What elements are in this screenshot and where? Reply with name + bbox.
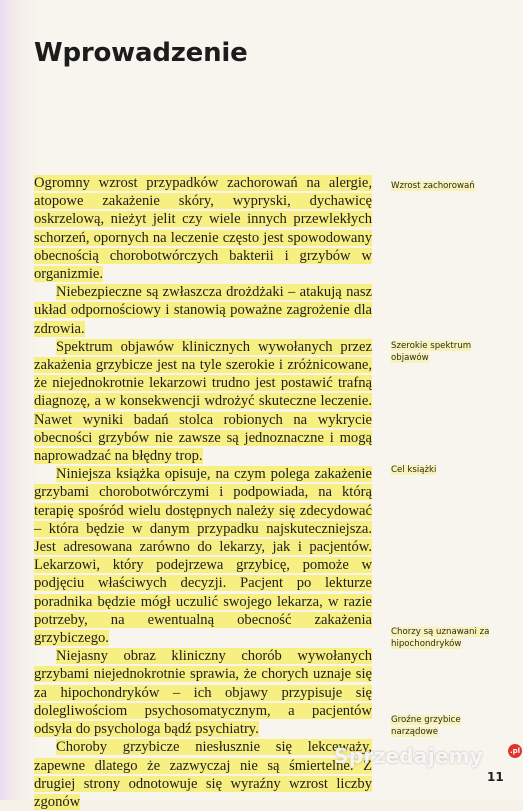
page-title: Wprowadzenie bbox=[34, 38, 248, 68]
body-text bbox=[34, 174, 372, 811]
paragraph-2 bbox=[34, 283, 372, 338]
margin-note-grzybice bbox=[391, 714, 501, 738]
margin-note-text: Szerokie spektrum objawów bbox=[391, 341, 472, 363]
watermark-badge: .pl bbox=[508, 744, 522, 758]
highlighted-text: Niniejsza książka opisuje, na czym polega zakażenie grzybami chorobotwórczymi i podpowiada, na którą terapię spośród wielu dostępnych należy się zdecydować – która będzie w danym przypadku najskuteczniejsza. Jest adresowana zarówno do lekarzy, jak i pacjentów. Lekarzowi, który podejrzewa grzybicę, pomoże w podjęciu właściwych decyzji. Pacjent po lekturze poradnika będzie mógł uczulić swojego lekarza, w razie potrzeby, na ewentualną obecność zakażenia grzybiczego. bbox=[34, 466, 372, 647]
margin-note-hipochondrycy bbox=[391, 626, 501, 650]
highlighted-text: Spektrum objawów klinicznych wywołanych przez zakażenia grzybicze jest na tyle szerokie i zróżnicowane, że niejednokrotnie lekarzowi trudno jest postawić trafną diagnozę, a w konsekwencji wdrożyć skuteczne leczenie. Nawet wyniki badań stolca robionych na wykrycie obecności grzybów nie zawsze są jednoznaczne i mogą naprowadzać na błędny trop. bbox=[34, 338, 372, 465]
margin-note-text: Groźne grzybice narządowe bbox=[391, 715, 461, 737]
margin-note-text: Cel książki bbox=[391, 465, 437, 475]
highlighted-text: Niebezpieczne są zwłaszcza drożdżaki – atakują nasz układ odpornościowy i stanowią poważne zagrożenie dla zdrowia. bbox=[34, 284, 372, 337]
watermark: Sprzedajemy bbox=[334, 744, 484, 768]
page-number: 11 bbox=[487, 770, 504, 784]
paragraph-1 bbox=[34, 174, 372, 283]
margin-note-text: Wzrost zachorowań bbox=[391, 181, 475, 191]
margin-note-spektrum bbox=[391, 340, 501, 364]
paragraph-3 bbox=[34, 338, 372, 465]
paragraph-5 bbox=[34, 647, 372, 738]
margin-note-cel bbox=[391, 464, 501, 476]
highlighted-text: Niejasny obraz kliniczny chorób wywołanych grzybami niejednokrotnie sprawia, że chorych uznaje się za hipochondryków – ich objawy przypisuje się dolegliwościom psychosomatycznym, a pacjentów odsyła do psychologa bądź psychiatry. bbox=[34, 648, 372, 738]
highlighted-text: Choroby grzybicze niesłusznie się lekceważy, zapewne dlatego że zazwyczaj nie są śmiertelne. Z drugiej strony odnotowuje się wyraźny wzrost liczby zgonów bbox=[34, 739, 372, 810]
paragraph-6 bbox=[34, 738, 372, 811]
margin-note-wzrost bbox=[391, 180, 501, 192]
highlighted-text: Ogromny wzrost przypadków zachorowań na alergie, atopowe zakażenie skóry, wypryski, dychawicę oskrzelową, nieżyt jelit czy wiele innych przewlekłych schorzeń, opornych na leczenie często jest spowodowany obecnością chorobotwórczych bakterii i grzybów w organizmie. bbox=[34, 175, 372, 283]
margin-note-text: Chorzy są uznawani za hipochondryków bbox=[391, 627, 490, 649]
paragraph-4 bbox=[34, 465, 372, 647]
